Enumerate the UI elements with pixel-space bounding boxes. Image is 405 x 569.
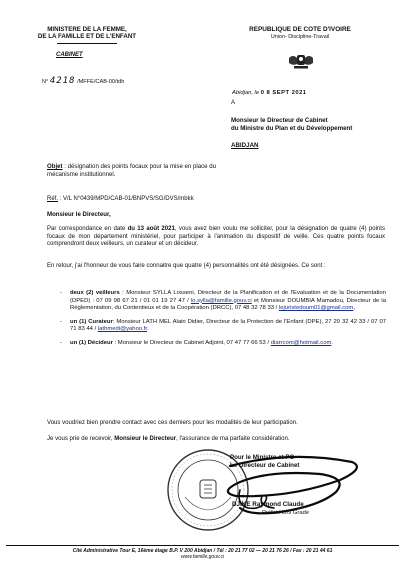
subject-label: Objet xyxy=(47,163,63,170)
list-item xyxy=(60,319,386,334)
recipient-to: A xyxy=(231,100,236,106)
country-name: REPUBLIQUE DE COTE D'IVOIRE xyxy=(249,26,351,33)
item-end: . xyxy=(147,326,149,332)
designee-text: : Monsieur SYLLA Losseni, Directeur de la Planification et de l'Evaluation et de la Documentation (DPED) : 07 09 98 67 21 / 01 01 19 27 47 / xyxy=(70,290,386,304)
ministry-name-line2: DE LA FAMILLE ET DE L'ENFANT xyxy=(37,33,137,41)
coat-of-arms-icon xyxy=(286,52,316,70)
list-item xyxy=(60,340,386,348)
subject-text: : désignation des points focaux pour la mise en place du mécanisme institutionnel. xyxy=(47,163,217,178)
paragraph-3: Vous voudriez bien prendre contact avec ces derniers pour les modalités de leur participation. xyxy=(47,420,298,426)
closing-paragraph xyxy=(47,436,385,444)
designee-role: deux (2) veilleurs xyxy=(70,290,120,296)
letter-date xyxy=(232,90,307,96)
email-link[interactable]: lathmedi@yahoo.fr xyxy=(97,326,148,332)
reference-text: : V/L N°0439/MPD/CAB-01/BNPVS/SG/DVS/mbkk xyxy=(58,196,194,202)
reference-line xyxy=(47,196,194,202)
list-item xyxy=(60,290,386,313)
cabinet-label: CABINET xyxy=(56,52,83,58)
national-motto: Union- Discipline-Travail xyxy=(270,33,330,40)
signatory-title: Préfet Hors Grade xyxy=(262,510,310,516)
p1-date: du 13 août 2021 xyxy=(127,226,175,232)
email-link[interactable]: diarrcom@hotmail.com xyxy=(270,339,332,346)
signature-line2: Le Directeur de Cabinet xyxy=(230,461,300,469)
item-end: , xyxy=(353,305,355,311)
footer-address: Cité Administrative Tour E, 16ème étage B.P. V 200 Abidjan / Tél : 20 21 77 02 — 20 21 76 26 / Fax : 20 21 44 61 xyxy=(72,548,333,554)
item-end: . xyxy=(331,339,334,346)
email-link[interactable]: lo.sylla@famille.gouv.ci xyxy=(190,297,252,304)
signature-line1: Pour le Ministre et PO xyxy=(230,454,295,461)
paragraph-1 xyxy=(47,226,385,249)
paragraph-2: En retour, j'ai l'honneur de vous faire connaitre que quatre (4) personnalités ont été désignées. Ce sont : xyxy=(47,263,326,269)
closing-start: Je vous prie de recevoir, xyxy=(47,436,115,442)
email-link[interactable]: lejuristedoum01@gmail.com xyxy=(278,305,354,311)
subject-line xyxy=(47,163,227,178)
bullet: - xyxy=(60,290,62,296)
date-place: Abidjan, le xyxy=(232,90,260,96)
signatory-name: DJIKE Raymond Claude xyxy=(232,501,304,508)
footer-website[interactable]: www.famille.gouv.ci xyxy=(180,554,225,561)
date-stamp: 0 8 SEPT 2021 xyxy=(260,90,307,96)
recipient-block xyxy=(231,117,391,132)
ref-prefix: N° xyxy=(42,79,49,85)
designee-role: un (1) Curateur xyxy=(70,318,113,325)
designee-text: : Monsieur LATH MEL Alain Didier, Directeur de la Protection de l'Enfant (DPE), 27 20 32 42 33 / 07 07 71 83 44 / xyxy=(70,318,387,332)
header-divider xyxy=(57,43,117,44)
ministry-name-line1: MINISTERE DE LA FEMME, xyxy=(47,26,127,33)
reference-label: Réf. xyxy=(47,196,59,202)
designee-role: un (1) Décideur xyxy=(70,339,113,346)
closing-end: , l'assurance de ma parfaite considération. xyxy=(176,436,290,442)
designee-text: : Monsieur le Directeur de Cabinet Adjoint, 07 47 77 66 53 / xyxy=(112,339,271,346)
designee-list xyxy=(60,290,386,353)
closing-bold: Monsieur le Directeur xyxy=(114,436,177,442)
salutation: Monsieur le Directeur, xyxy=(47,211,111,218)
bullet: - xyxy=(60,318,62,325)
ministry-header xyxy=(22,26,152,44)
recipient-city: ABIDJAN xyxy=(231,142,259,149)
designee-text-2: et Monsieur DOUMBIA Mamadou, Directeur de la Réglementation, du Contentieux et de la Coopération (DRCC), 07 48 32 78 33 / xyxy=(70,297,386,311)
p1-end: , vous avez bien voulu me solliciter, pour la désignation de quatre (4) points focaux de mon département ministériel, pour participer à l'animation du dispositif de veille. Ces quatre points focaux comprendront deux veilleurs, un curateur et un décideur. xyxy=(47,226,385,248)
ref-suffix: /MFFE/CAB-00/tdh xyxy=(77,79,125,85)
bullet: - xyxy=(60,339,62,346)
ref-number: 4218 xyxy=(49,76,76,86)
recipient-line2: du Ministre du Plan et du Développement xyxy=(231,124,353,132)
letter-footer xyxy=(6,545,399,560)
p1-start: Par correspondance en date xyxy=(47,226,128,232)
republic-header xyxy=(235,26,365,41)
letter-number xyxy=(42,76,124,86)
recipient-line1: Monsieur le Directeur de Cabinet xyxy=(231,117,328,124)
